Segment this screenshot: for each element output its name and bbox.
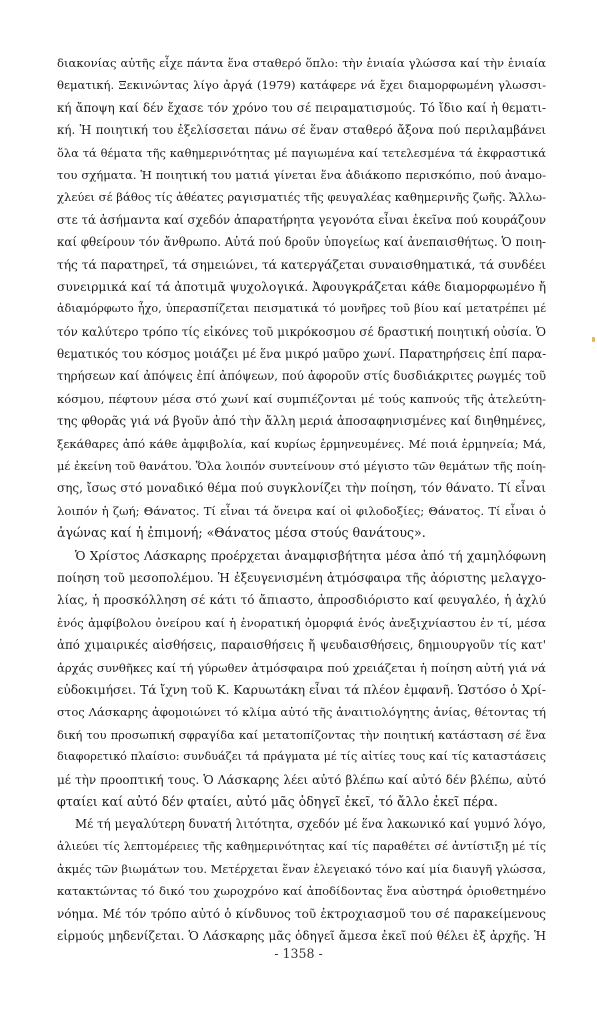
text-line: εἱρμούς μηδενίζεται. Ὁ Λάσκαρης μᾶς ὁδηγεῖ ἄμεσα ἐκεῖ πού θέλει ἐξ ἀρχῆς. Ἡ	[57, 929, 546, 944]
text-line: ἀρχάς συνθῆκες καί τή γύρωθεν ἀτμόσφαιρα πού χρειάζεται ἡ ποίηση αὐτή γιά νά	[57, 660, 546, 675]
paragraph	[57, 545, 546, 814]
text-line: μέ τὴν προοπτική τους. Ὁ Λάσκαρης λέει αὐτό βλέπω καί αὐτό δέν βλέπω, αὐτό	[57, 772, 546, 787]
text-line: Ὁ Χρίστος Λάσκαρης προέρχεται ἀναμφισβήτητα μέσα ἀπό τή χαμηλόφωνη	[75, 548, 546, 563]
text-line: δική του προσωπική σφραγίδα καί μετατοπίζοντας τὴν ποιητική κατάσταση σέ ἕνα	[57, 727, 546, 742]
text-line: διαφορετικό πλαίσιο: συνδυάζει τά πράγματα μέ τίς αἰτίες τους καί τίς καταστάσεις	[57, 750, 546, 764]
text-line: ἑνός ἀμφίβολου ὀνείρου καί ἡ ἐνορατική ὁμορφιά ἑνός ἀνεξιχνίαστου ἐν τί, μέσα	[57, 615, 546, 630]
text-line: ὅλα τά θέματα τῆς καθημερινότητας μέ παγιωμένα καί τετελεσμένα τά ἐκφραστικά	[57, 145, 546, 160]
text-line: κόσμου, πέφτουν μέσα στό χωνί καί συμπιέζονται μέ τούς καπνούς τῆς ἀτελεύτη-	[57, 391, 546, 406]
text-line: χλεύει σέ βάθος τίς ἀθέατες ραγισματιές τῆς φευγαλέας καθημερινῆς ζωῆς. Ἄλλω-	[57, 190, 546, 205]
text-line: ἀπό χιμαιρικές αἰσθήσεις, παραισθήσεις ἤ ψευδαισθήσεις, δημιουργοῦν τίς κατ'	[57, 638, 546, 653]
text-line: θεματική. Ξεκινώντας λίγο ἀργά (1979) κατάφερε νά ἔχει διαμορφωμένη γλωσσι-	[57, 78, 546, 93]
text-line: ξεκάθαρες ἀπό κάθε ἀμφιβολία, καί κυρίως ἑρμηνευμένες. Μέ ποιά ἑρμηνεία; Μά,	[57, 436, 546, 451]
text-line: καί φθείρουν τόν ἄνθρωπο. Αὐτά πού δροῦν ὑπογείως καί ἀνεπαισθήτως. Ὁ ποιη-	[57, 235, 546, 250]
text-line: ἀγώνας καί ἡ ἐπιμονή; «Θάνατος μέσα στούς θανάτους».	[57, 525, 426, 541]
text-line: ἀκμές τῶν βιωμάτων του. Μετέρχεται ἕναν ἐλεγειακό τόνο καί μία διαυγῆ γλώσσα,	[57, 862, 546, 877]
text-line: ἀδιαμόρφωτο ἦχο, ὑπερασπίζεται πεισματικά τό μονῆρες τοῦ βίου καί μετατρέπει μέ	[57, 302, 546, 316]
text-line: στος Λάσκαρης ἀφομοιώνει τό κλίμα αὐτό τῆς ἀναιτιολόγητης ἀνίας, θέτοντας τή	[57, 705, 546, 720]
margin-mark	[592, 337, 595, 342]
text-line: κή ἄποψη καί δέν ἔχασε τόν χρόνο του σέ πειραματισμούς. Τό ἴδιο καί ἡ θεματι-	[57, 100, 546, 115]
text-line: τής τά παρατηρεῖ, τά σημειώνει, τά κατεργάζεται συναισθηματικά, τά συνδέει	[57, 257, 547, 272]
text-line: σης, ἴσως στό μοναδικό θέμα πού συγκλονίζει τὴν ποίηση, τόν θάνατο. Τί εἶναι	[57, 481, 546, 496]
text-line: λίας, ἡ προσκόλληση σέ κάτι τό ἄπιαστο, ἀπροσδιόριστο καί φευγαλέο, ἡ ἀχλύ	[57, 593, 546, 608]
text-line: θεματικός του κόσμος μοιάζει μέ ἕνα μικρό μαῦρο χωνί. Παρατηρήσεις ἐπί παρα-	[57, 347, 547, 362]
text-line: κή. Ἡ ποιητική του ἐξελίσσεται πάνω σέ ἕναν σταθερό ἄξονα πού περιλαμβάνει	[57, 123, 546, 138]
text-line: στε τά ἀσήμαντα καί σχεδόν ἀπαρατήρητα γεγονότα εἶναι ἐκεῖνα πού κουράζουν	[57, 212, 546, 227]
paragraph	[57, 813, 546, 947]
text-line: τόν καλύτερο τρόπο τίς εἰκόνες τοῦ μικρόκοσμου σέ δραστική ποιητική οὐσία. Ὁ	[57, 324, 546, 339]
text-line: κατακτώντας τό δικό του χωροχρόνο καί ἀποδίδοντας ἕνα αὐστηρά ὁριοθετημένο	[57, 884, 546, 899]
text-line: του σχήματα. Ἡ ποιητική του ματιά γίνεται ἕνα ἀδιάκοπο περισκόπιο, πού ἀναμο-	[57, 167, 546, 182]
text-line: της φθορᾶς γιά νά βγοῦν ἀπό τὴν ἄλλη μεριά ἀποσαφηνισμένες καί διηθημένες,	[57, 414, 546, 429]
page-number: - 1358 -	[274, 946, 323, 961]
text-line: μέ ἐκείνη τοῦ θανάτου. Ὅλα λοιπόν συντείνουν στό μέγιστο τῶν θεμάτων τῆς ποίη-	[57, 459, 546, 474]
text-line: εὐδοκιμήσει. Τά ἴχνη τοῦ Κ. Καρυωτάκη εἶναι τά πλέον ἐμφανῆ. Ὡστόσο ὁ Χρί-	[57, 682, 547, 697]
text-line: φταίει καί αὐτό δέν φταίει, αὐτό μᾶς ὁδηγεῖ ἐκεῖ, τό ἄλλο ἐκεῖ πέρα.	[57, 793, 498, 809]
text-line: Μέ τή μεγαλύτερη δυνατή λιτότητα, σχεδόν μέ ἕνα λακωνικό καί γυμνό λόγο,	[75, 817, 546, 832]
text-line: συνειρμικά καί τά ἀποτιμᾶ ψυχολογικά. Ἀφουγκράζεται κάθε διαμορφωμένο ἤ	[57, 279, 546, 294]
text-line: τηρήσεων καί ἀπόψεις ἐπί ἀπόψεων, πού ἀφοροῦν στίς δυσδιάκριτες ρωγμές τοῦ	[57, 369, 546, 384]
text-line: ἀλιεύει τίς λεπτομέρειες τῆς καθημερινότητας καί τίς παραθέτει σέ ἀντίστιξη μέ τίς	[57, 839, 546, 853]
body-text	[57, 52, 546, 948]
text-line: ποίηση τοῦ μεσοπολέμου. Ἡ ἐξευγενισμένη ἀτμόσφαιρα τῆς ἀόριστης μελαγχο-	[57, 570, 546, 585]
text-line: διακονίας αὐτῆς εἶχε πάντα ἕνα σταθερό ὅπλο: τὴν ἑνιαία γλώσσα καί τὴν ἑνιαία	[57, 56, 546, 70]
text-line: λοιπόν ἡ ζωή; Θάνατος. Τί εἶναι τά ὄνειρα καί οἱ φιλοδοξίες; Θάνατος. Τί εἶναι ὁ	[57, 503, 546, 518]
paragraph	[57, 52, 546, 545]
text-line: νόημα. Μέ τόν τρόπο αὐτό ὁ κίνδυνος τοῦ ἐκτροχιασμοῦ του σέ παρακείμενους	[57, 906, 546, 921]
